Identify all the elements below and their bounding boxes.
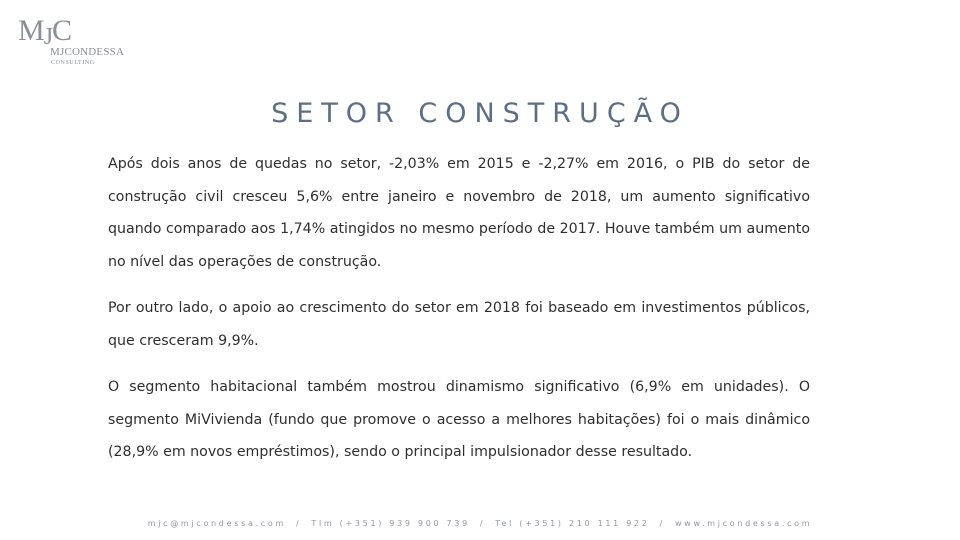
paragraph-1: Após dois anos de quedas no setor, -2,03% em 2015 e -2,27% em 2016, o PIB do setor de construção civil cresceu 5,6% entre janeiro e novembro de 2018, um aumento significativo quando comparado aos 1,74% atingidos no mesmo período de 2017. Houve também um aumento no nível das operações de construção. — [108, 156, 810, 270]
footer-contact — [0, 519, 960, 528]
footer-email[interactable]: mjc@mjcondessa.com — [147, 519, 286, 528]
logo-monogram: MJC — [18, 14, 72, 50]
body-content — [108, 148, 810, 483]
footer-separator: / — [659, 519, 665, 528]
page-title: SETOR CONSTRUÇÃO — [271, 98, 689, 130]
footer-website[interactable]: www.mjcondessa.com — [674, 519, 813, 528]
company-logo — [18, 16, 128, 72]
footer-separator: / — [295, 519, 302, 528]
footer-mobile: Tlm (+351) 939 900 739 — [311, 519, 470, 528]
paragraph-3: O segmento habitacional também mostrou dinamismo significativo (6,9% em unidades). O segmento MiVivienda (fundo que promove o acesso a melhores habitações) foi o mais dinâmico (28,9% em novos empréstimos), sendo o principal impulsionador desse resultado. — [108, 379, 810, 460]
paragraph-2: Por outro lado, o apoio ao crescimento do setor em 2018 foi baseado em investimentos públicos, que cresceram 9,9%. — [108, 300, 810, 349]
logo-subtitle: CONSULTING — [51, 60, 95, 66]
footer-phone: Tel (+351) 210 111 922 — [495, 519, 650, 528]
logo-name: MJCONDESSA — [50, 46, 125, 58]
footer-separator: / — [479, 519, 486, 528]
